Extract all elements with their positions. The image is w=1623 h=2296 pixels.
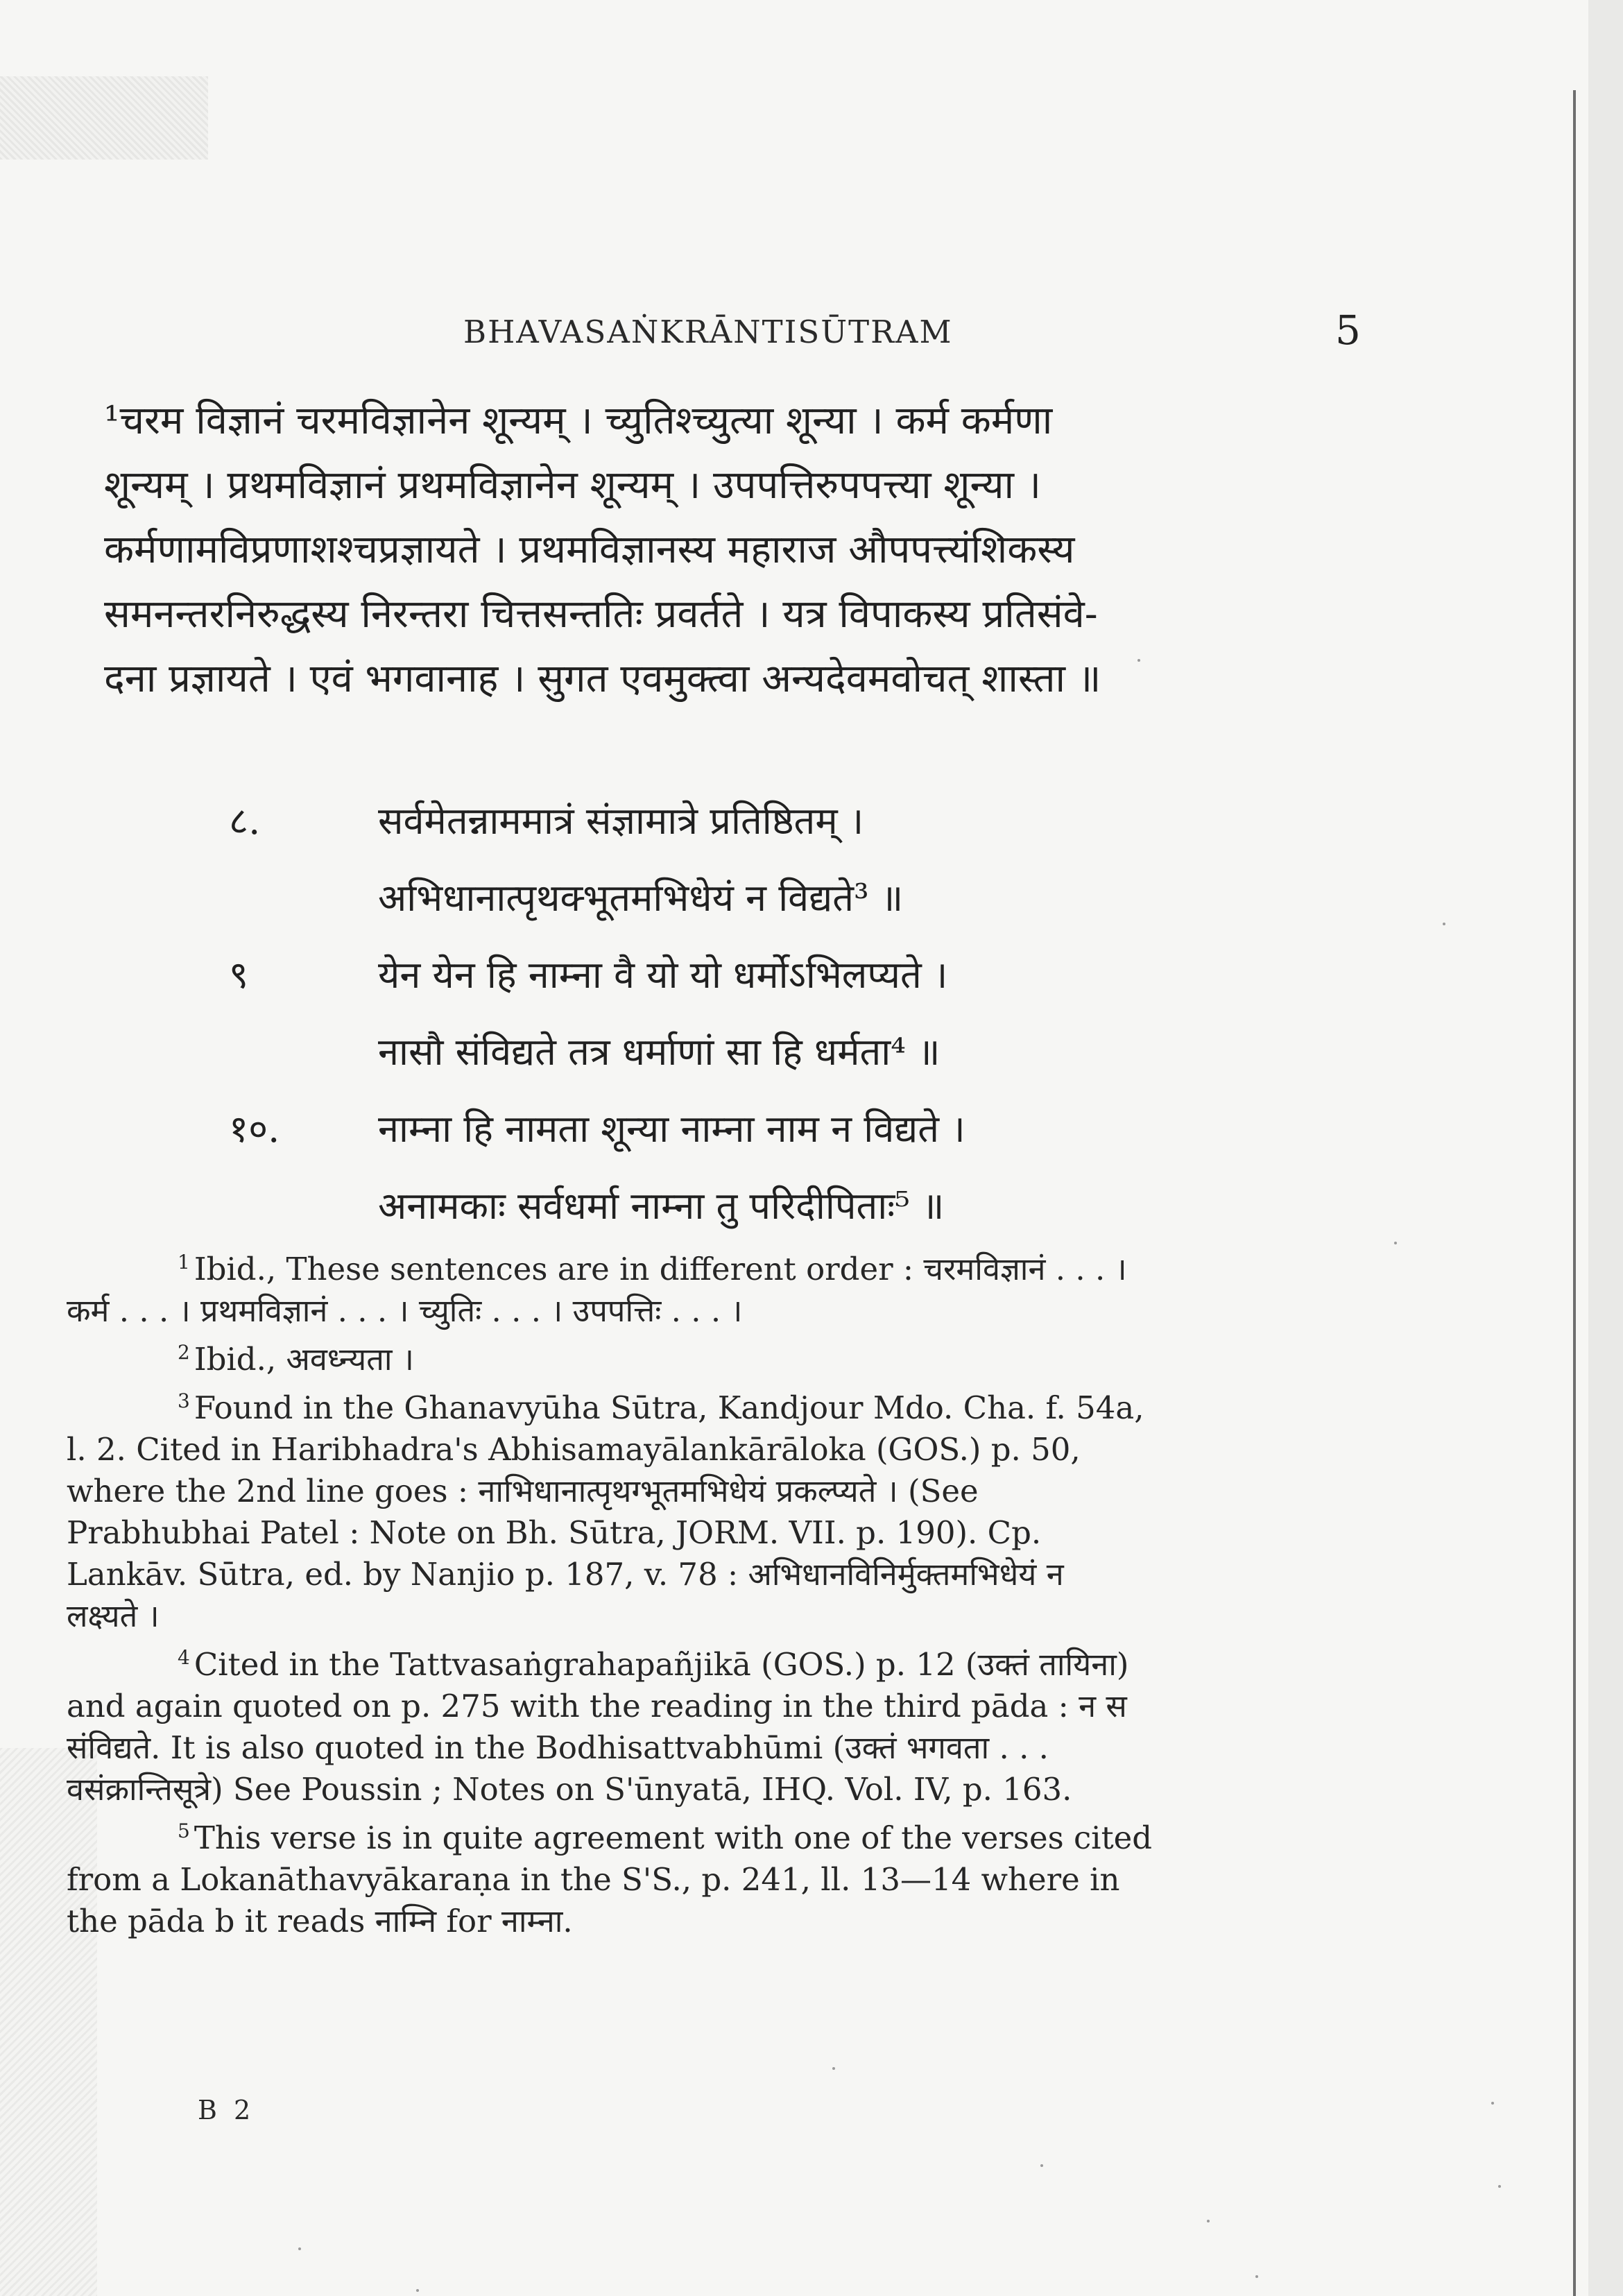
scan-speck xyxy=(1394,1242,1397,1244)
footnote-line xyxy=(67,1859,1315,1901)
verse-number: ८. xyxy=(229,799,261,843)
verse-line xyxy=(229,1090,1311,1167)
scan-speck xyxy=(1255,2275,1258,2278)
footnote-line xyxy=(67,1810,1315,1859)
footnote-text: where the 2nd line goes : नाभिधानात्पृथग्भूतमभिधेयं प्रकल्प्यते । (See xyxy=(67,1473,979,1509)
footnote-line xyxy=(67,1769,1315,1810)
footnote-text: Found in the Ghanavyūha Sūtra, Kandjour Mdo. Cha. f. 54a, xyxy=(194,1389,1144,1426)
footnote-line xyxy=(67,1242,1315,1290)
footnote-text: संविद्यते. It is also quoted in the Bodhisattvabhūmi (उक्तं भगवता . . . xyxy=(67,1729,1049,1766)
footnote-mark: 3 xyxy=(178,1389,190,1412)
running-title: BHAVASAṄKRĀNTISŪTRAM xyxy=(463,314,953,350)
scan-margin-right xyxy=(1588,0,1623,2296)
page-edge-line xyxy=(1573,90,1576,2296)
verse-text: अभिधानात्पृथक्भूतमभिधेयं न विद्यते³ ॥ xyxy=(378,876,904,920)
verse-number: ९ xyxy=(229,953,249,997)
verse-block xyxy=(229,782,1311,1244)
prose-block xyxy=(104,388,1380,711)
verse-line xyxy=(229,782,1311,859)
verse-text: अनामकाः सर्वधर्मा नाम्ना तु परिदीपिताः⁵ ॥ xyxy=(378,1184,945,1228)
verse-number xyxy=(229,1167,378,1244)
footnote-mark: 4 xyxy=(178,1646,190,1669)
footnote-text: This verse is in quite agreement with one of the verses cited xyxy=(194,1819,1153,1856)
footnote-text: Cited in the Tattvasaṅgrahapañjikā (GOS.) p. 12 (उक्तं तायिना) xyxy=(194,1646,1129,1683)
verse-number: १०. xyxy=(229,1107,280,1151)
footnote-text: the pāda b it reads नाम्नि for नाम्ना. xyxy=(67,1903,573,1939)
footnote-text: वसंक्रान्तिसूत्रे) See Poussin ; Notes on S'ūnyatā, IHQ. Vol. IV, p. 163. xyxy=(67,1771,1072,1808)
footnote-line xyxy=(67,1471,1315,1512)
prose-line: समनन्तरनिरुद्धस्य निरन्तरा चित्तसन्ततिः प्रवर्तते । यत्र विपाकस्य प्रतिसंवे- xyxy=(104,592,1098,637)
footnote-line xyxy=(67,1290,1315,1332)
footnote-text: Ibid., अवध्न्यता । xyxy=(194,1341,414,1378)
footnote-text: from a Lokanāthavyākaraṇa in the S'S., p. 241, ll. 13—14 where in xyxy=(67,1861,1120,1898)
footnote-line xyxy=(67,1595,1315,1637)
verse-text: नासौ संविद्यते तत्र धर्माणां सा हि धर्मता⁴ ॥ xyxy=(378,1030,941,1074)
footnote-mark: 2 xyxy=(178,1341,190,1364)
footnote-text: कर्म . . . । प्रथमविज्ञानं . . . । च्युतिः . . . । उपपत्तिः . . . । xyxy=(67,1292,743,1329)
scan-speck xyxy=(1137,659,1140,662)
footnote-line xyxy=(67,1429,1315,1471)
prose-line: कर्मणामविप्रणाशश्चप्रज्ञायते । प्रथमविज्ञानस्य महाराज औपपत्त्यंशिकस्य xyxy=(104,527,1075,572)
verse-text: सर्वमेतन्नाममात्रं संज्ञामात्रे प्रतिष्ठितम् । xyxy=(378,799,864,843)
scan-speck xyxy=(1498,2185,1501,2188)
verse-line xyxy=(229,859,1311,936)
prose-line: शून्यम् । प्रथमविज्ञानं प्रथमविज्ञानेन शून्यम् । उपपत्तिरुपपत्त्या शून्या । xyxy=(104,463,1041,508)
scan-speck xyxy=(1040,2164,1043,2167)
scan-speck xyxy=(832,2067,835,2070)
footnote-line xyxy=(67,1686,1315,1727)
footnote-line xyxy=(67,1512,1315,1554)
scan-speck xyxy=(1491,2102,1494,2105)
footnote-line xyxy=(67,1901,1315,1942)
footnote-mark: 5 xyxy=(178,1819,190,1842)
footnote-text: Prabhubhai Patel : Note on Bh. Sūtra, JORM. VII. p. 190). Cp. xyxy=(67,1514,1042,1551)
footnote-text: l. 2. Cited in Haribhadra's Abhisamayālankārāloka (GOS.) p. 50, xyxy=(67,1431,1081,1468)
verse-number xyxy=(229,1013,378,1090)
page-number: 5 xyxy=(1335,307,1361,354)
footnote-text: Ibid., These sentences are in different order : चरमविज्ञानं . . . । xyxy=(194,1251,1127,1287)
footnote-line xyxy=(67,1727,1315,1769)
verse-text: नाम्ना हि नामता शून्या नाम्ना नाम न विद्यते । xyxy=(378,1107,965,1151)
scan-speck xyxy=(1207,2220,1210,2222)
footnote-mark: 1 xyxy=(178,1251,190,1274)
footnote-text: लक्ष्यते । xyxy=(67,1597,160,1634)
signature-mark: B 2 xyxy=(198,2095,255,2125)
verse-line xyxy=(229,1167,1311,1244)
footnote-line xyxy=(67,1332,1315,1380)
scan-speck xyxy=(416,2289,419,2292)
footnote-line xyxy=(67,1554,1315,1595)
verse-line xyxy=(229,1013,1311,1090)
footnote-line xyxy=(67,1637,1315,1686)
scan-speck xyxy=(298,2247,301,2250)
verse-number xyxy=(229,859,378,936)
verse-line xyxy=(229,936,1311,1013)
scan-speck xyxy=(1443,923,1445,925)
footnote-line xyxy=(67,1380,1315,1429)
prose-line: ¹चरम विज्ञानं चरमविज्ञानेन शून्यम् । च्युतिश्च्युत्या शून्या । कर्म कर्मणा xyxy=(104,398,1053,443)
footnote-text: and again quoted on p. 275 with the reading in the third pāda : न स xyxy=(67,1688,1127,1724)
footnotes-block xyxy=(67,1242,1315,1942)
verse-text: येन येन हि नाम्ना वै यो यो धर्मोऽभिलप्यते । xyxy=(378,953,948,997)
footnote-text: Lankāv. Sūtra, ed. by Nanjio p. 187, v. 78 : अभिधानविनिर्मुक्तमभिधेयं न xyxy=(67,1556,1064,1593)
prose-line: दना प्रज्ञायते । एवं भगवानाह । सुगत एवमुक्त्वा अन्यदेवमवोचत् शास्ता ॥ xyxy=(104,656,1101,701)
scan-shadow-top-left xyxy=(0,76,208,160)
